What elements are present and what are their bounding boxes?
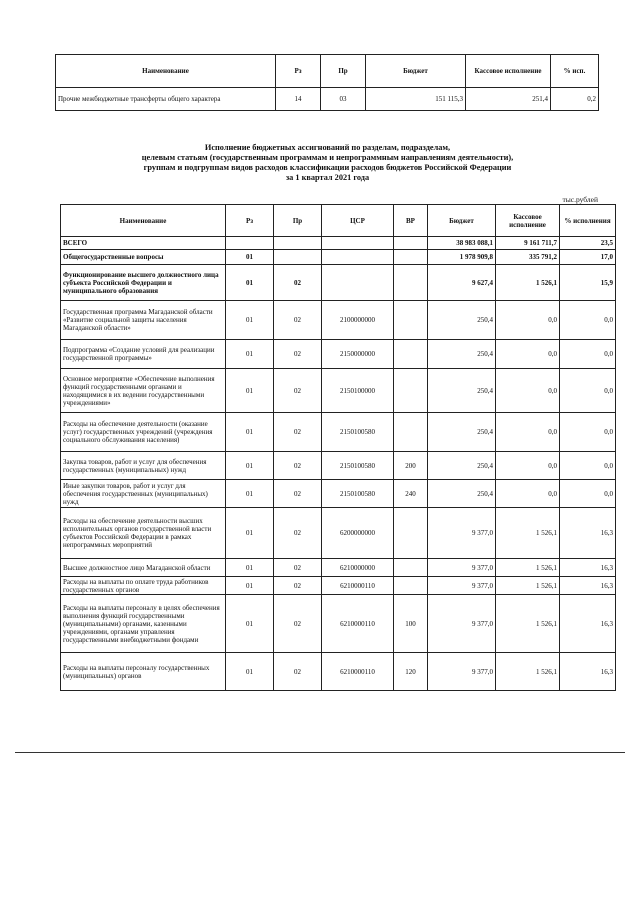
cell-vr <box>394 301 428 340</box>
cell-cash: 0,0 <box>496 340 560 369</box>
cell-budget: 250,4 <box>428 452 496 480</box>
cell-name: Подпрограмма «Создание условий для реализации государственной программы» <box>61 340 226 369</box>
cell-cash: 1 526,1 <box>496 559 560 577</box>
cell-name: Прочие межбюджетные трансферты общего характера <box>56 88 276 111</box>
cell-pct: 16,3 <box>560 653 616 691</box>
cell-budget: 9 377,0 <box>428 595 496 653</box>
cell-cash: 0,0 <box>496 413 560 452</box>
cell-pr: 02 <box>274 452 322 480</box>
cell-csr: 2150100580 <box>322 452 394 480</box>
cell-csr: 6210000110 <box>322 595 394 653</box>
cell-pct: 0,0 <box>560 301 616 340</box>
cell-rz <box>226 237 274 250</box>
cell-name: Иные закупки товаров, работ и услуг для обеспечения государственных (муниципальных) нужд <box>61 480 226 508</box>
cell-csr: 6210000000 <box>322 559 394 577</box>
cell-pct: 0,0 <box>560 369 616 413</box>
cell-budget: 9 627,4 <box>428 265 496 301</box>
cell-pr: 02 <box>274 413 322 452</box>
table-row <box>61 595 616 653</box>
table-row <box>61 413 616 452</box>
cell-pr <box>274 250 322 265</box>
cell-budget: 151 115,3 <box>366 88 466 111</box>
col-rz-header: Рз <box>226 205 274 237</box>
unit-label: тыс.рублей <box>562 195 598 204</box>
cell-vr <box>394 340 428 369</box>
cell-rz: 01 <box>226 265 274 301</box>
cell-vr <box>394 265 428 301</box>
cell-budget: 9 377,0 <box>428 577 496 595</box>
cell-pct: 16,3 <box>560 559 616 577</box>
report-title <box>60 143 595 183</box>
cell-budget: 1 978 909,8 <box>428 250 496 265</box>
cell-pr: 02 <box>274 340 322 369</box>
cell-pct: 0,0 <box>560 413 616 452</box>
cell-budget: 250,4 <box>428 413 496 452</box>
table-row <box>61 508 616 559</box>
cell-budget: 250,4 <box>428 301 496 340</box>
cell-name: Расходы на выплаты персоналу государственных (муниципальных) органов <box>61 653 226 691</box>
table-row <box>61 301 616 340</box>
title-line-4: за 1 квартал 2021 года <box>285 173 370 182</box>
cell-vr <box>394 413 428 452</box>
cell-pct: 17,0 <box>560 250 616 265</box>
cell-pr: 02 <box>274 508 322 559</box>
cell-vr: 120 <box>394 653 428 691</box>
table-row <box>61 559 616 577</box>
cell-vr: 200 <box>394 452 428 480</box>
cell-pct: 16,3 <box>560 508 616 559</box>
cell-cash: 1 526,1 <box>496 577 560 595</box>
cell-budget: 250,4 <box>428 480 496 508</box>
cell-pr: 03 <box>321 88 366 111</box>
cell-budget: 9 377,0 <box>428 653 496 691</box>
cell-csr: 2150100000 <box>322 369 394 413</box>
cell-name: Государственная программа Магаданской области «Развитие социальной защиты населения Магаданской области» <box>61 301 226 340</box>
cell-pct: 16,3 <box>560 595 616 653</box>
cell-name: ВСЕГО <box>61 237 226 250</box>
cell-rz: 01 <box>226 559 274 577</box>
col-budget-header: Бюджет <box>366 55 466 88</box>
cell-cash: 1 526,1 <box>496 265 560 301</box>
col-pct-header: % исп. <box>551 55 599 88</box>
cell-rz: 01 <box>226 653 274 691</box>
cell-rz: 01 <box>226 452 274 480</box>
cell-pct: 0,2 <box>551 88 599 111</box>
cell-name: Расходы на обеспечение деятельности высших исполнительных органов государственной власти субъектов Российской Федерации в рамках непрограммных мероприятий <box>61 508 226 559</box>
cell-csr: 6200000000 <box>322 508 394 559</box>
cell-pr: 02 <box>274 369 322 413</box>
cell-csr <box>322 237 394 250</box>
cell-csr: 2100000000 <box>322 301 394 340</box>
main-table <box>60 204 616 691</box>
cell-rz: 01 <box>226 340 274 369</box>
cell-vr <box>394 559 428 577</box>
cell-rz: 01 <box>226 508 274 559</box>
table-row <box>61 250 616 265</box>
cell-pct: 23,5 <box>560 237 616 250</box>
cell-name: Высшее должностное лицо Магаданской области <box>61 559 226 577</box>
col-pct-header: % исполнения <box>560 205 616 237</box>
col-name-header: Наименование <box>61 205 226 237</box>
cell-pr: 02 <box>274 577 322 595</box>
top-table-header <box>56 55 599 88</box>
cell-cash: 1 526,1 <box>496 595 560 653</box>
col-cash-header: Кассовое исполнение <box>496 205 560 237</box>
col-rz-header: Рз <box>276 55 321 88</box>
cell-pct: 0,0 <box>560 340 616 369</box>
cell-vr: 100 <box>394 595 428 653</box>
cell-pct: 0,0 <box>560 480 616 508</box>
cell-pr <box>274 237 322 250</box>
cell-cash: 0,0 <box>496 452 560 480</box>
col-pr-header: Пр <box>321 55 366 88</box>
cell-name: Расходы на выплаты персоналу в целях обеспечения выполнения функций государственными (муниципальными) органами, казенными учреждениями, органами управления государственными внебюджетными фондами <box>61 595 226 653</box>
cell-csr <box>322 250 394 265</box>
main-table-body <box>61 237 616 691</box>
col-name-header: Наименование <box>56 55 276 88</box>
cell-pct: 16,3 <box>560 577 616 595</box>
title-line-1: Исполнение бюджетных ассигнований по разделам, подразделам, <box>204 143 451 152</box>
cell-cash: 0,0 <box>496 480 560 508</box>
cell-vr <box>394 250 428 265</box>
cell-vr <box>394 508 428 559</box>
cell-rz: 01 <box>226 369 274 413</box>
cell-cash: 335 791,2 <box>496 250 560 265</box>
cell-csr: 6210000110 <box>322 653 394 691</box>
cell-cash: 9 161 711,7 <box>496 237 560 250</box>
cell-budget: 38 983 088,1 <box>428 237 496 250</box>
cell-name: Расходы на выплаты по оплате труда работников государственных органов <box>61 577 226 595</box>
cell-pr: 02 <box>274 265 322 301</box>
cell-cash: 0,0 <box>496 369 560 413</box>
cell-budget: 9 377,0 <box>428 508 496 559</box>
table-row <box>61 340 616 369</box>
title-line-3: группам и подгруппам видов расходов классификации расходов бюджетов Российской Федерации <box>143 163 512 172</box>
main-table-header <box>61 205 616 237</box>
cell-name: Общегосударственные вопросы <box>61 250 226 265</box>
table-row <box>61 480 616 508</box>
cell-csr: 2150000000 <box>322 340 394 369</box>
cell-rz: 01 <box>226 413 274 452</box>
cell-name: Закупка товаров, работ и услуг для обеспечения государственных (муниципальных) нужд <box>61 452 226 480</box>
table-row <box>56 88 599 111</box>
title-line-2: целевым статьям (государственным программам и непрограммным направлениям деятельности), <box>141 153 514 162</box>
cell-pct: 0,0 <box>560 452 616 480</box>
col-csr-header: ЦСР <box>322 205 394 237</box>
col-budget-header: Бюджет <box>428 205 496 237</box>
cell-pr: 02 <box>274 480 322 508</box>
cell-vr <box>394 369 428 413</box>
cell-csr: 6210000110 <box>322 577 394 595</box>
table-row <box>61 577 616 595</box>
cell-vr <box>394 237 428 250</box>
cell-rz: 01 <box>226 577 274 595</box>
cell-pct: 15,9 <box>560 265 616 301</box>
table-row <box>61 237 616 250</box>
table-row <box>61 265 616 301</box>
top-table <box>55 54 599 111</box>
table-row <box>61 369 616 413</box>
cell-csr: 2150100580 <box>322 480 394 508</box>
cell-cash: 0,0 <box>496 301 560 340</box>
page-divider <box>15 752 625 753</box>
cell-name: Основное мероприятие «Обеспечение выполнения функций государственными органами и находящимися в их ведении государственными учреждениями» <box>61 369 226 413</box>
cell-rz: 01 <box>226 480 274 508</box>
cell-rz: 01 <box>226 301 274 340</box>
cell-vr: 240 <box>394 480 428 508</box>
cell-rz: 01 <box>226 595 274 653</box>
cell-cash: 1 526,1 <box>496 508 560 559</box>
cell-cash: 1 526,1 <box>496 653 560 691</box>
cell-csr <box>322 265 394 301</box>
table-row <box>61 452 616 480</box>
table-row <box>61 653 616 691</box>
cell-budget: 9 377,0 <box>428 559 496 577</box>
cell-pr: 02 <box>274 595 322 653</box>
cell-budget: 250,4 <box>428 340 496 369</box>
cell-rz: 14 <box>276 88 321 111</box>
cell-name: Функционирование высшего должностного лица субъекта Российской Федерации и муниципального образования <box>61 265 226 301</box>
cell-vr <box>394 577 428 595</box>
col-pr-header: Пр <box>274 205 322 237</box>
cell-cash: 251,4 <box>466 88 551 111</box>
cell-budget: 250,4 <box>428 369 496 413</box>
cell-rz: 01 <box>226 250 274 265</box>
col-vr-header: ВР <box>394 205 428 237</box>
col-cash-header: Кассовое исполнение <box>466 55 551 88</box>
cell-name: Расходы на обеспечение деятельности (оказание услуг) государственных учреждений (учреждения социального обслуживания населения) <box>61 413 226 452</box>
cell-pr: 02 <box>274 653 322 691</box>
cell-pr: 02 <box>274 559 322 577</box>
cell-pr: 02 <box>274 301 322 340</box>
cell-csr: 2150100580 <box>322 413 394 452</box>
